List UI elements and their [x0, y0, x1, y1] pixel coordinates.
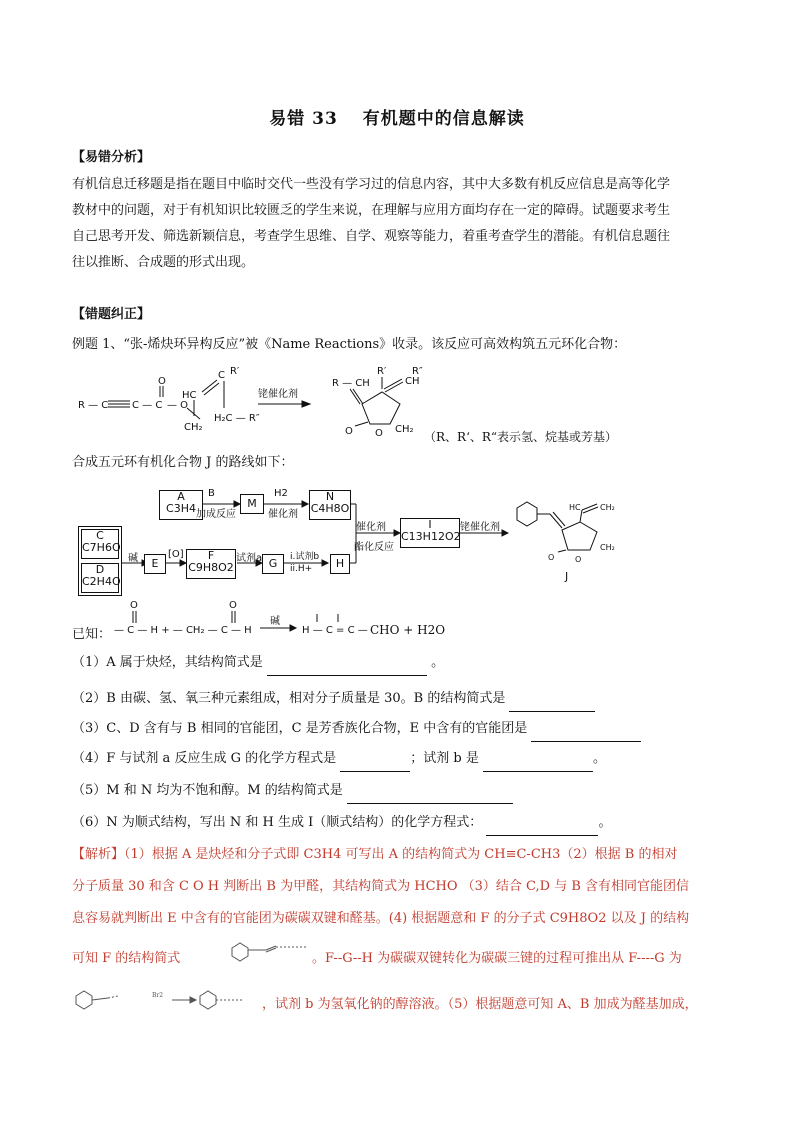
analysis-line: 往以推断、合成题的形式出现。 [72, 255, 255, 270]
route-intro: 合成五元环有机化合物 J 的路线如下： [72, 455, 294, 470]
svg-text:O: O [158, 376, 166, 387]
reagent-a-label: 试剂a [236, 553, 263, 564]
analysis-line: 教材中的问题，对于有机知识比较匮乏的学生来说，在理解与应用方面均存在一定的障碍。试题要求考生 [72, 203, 671, 218]
svg-text:O: O [345, 426, 353, 437]
compound-n-box [309, 490, 351, 520]
solution-line-3: 息容易就判断出 E 中含有的官能团为碳碳双键和醛基。(4) 根据题意和 F 的分子式 C9H8O2 以及 J 的结构 [72, 911, 690, 926]
catalyst-label: 铑催化剂 [258, 389, 298, 400]
svg-text:— O: — O [167, 400, 189, 411]
svg-text:R″: R″ [412, 366, 423, 377]
solution-line-4b: 。F--G--H 为碳碳双键转化为碳碳三键的过程可推出从 F----G 为 [312, 951, 682, 966]
compound-c-label: C [96, 529, 104, 542]
compound-m-box: M [240, 494, 264, 514]
answer-blank[interactable] [486, 821, 598, 836]
known-label: 已知： [72, 627, 112, 642]
svg-text:HC: HC [182, 390, 197, 401]
question-text: （4）F 与试剂 a 反应生成 G 的化学方程式是 [72, 751, 337, 766]
compound-i-box [400, 518, 460, 548]
compound-n-label: N [325, 490, 335, 503]
compound-i-label: I [428, 518, 432, 531]
rh-catalyst-label: 铑催化剂 [460, 522, 500, 533]
question-5 [72, 778, 513, 804]
section-heading-correction: 【错题纠正】 [72, 307, 151, 322]
answer-blank[interactable] [531, 727, 641, 742]
example-intro: 例题 1、“张-烯炔环异构反应”被《Name Reactions》收录。该反应可高效构筑五元环化合物： [72, 337, 627, 352]
compound-h-box: H [330, 554, 350, 574]
analysis-line: 自己思考开发、筛选新颖信息，考查学生思维、自学、观察等能力，着重考查学生的潜能。有机信息题往 [72, 229, 671, 244]
compound-d-label: D [95, 563, 105, 576]
solution-line-1: 【解析】（1）根据 A 是炔烃和分子式即 C3H4 可写出 A 的结构简式为 CH≡C-CH3（2）根据 B 的相对 [72, 847, 678, 862]
catalyst-label-1: 催化剂 [268, 509, 298, 520]
answer-blank[interactable] [340, 757, 410, 772]
question-text: （5）M 和 N 均为不饱和醇。M 的结构简式是 [72, 783, 343, 798]
reaction-f-to-g-image [72, 984, 262, 1018]
svg-text:R′: R′ [377, 366, 387, 377]
compound-f-formula: C9H8O2 [188, 561, 234, 574]
reagent-b-step1: i.试剂b [290, 552, 320, 562]
svg-text:HC: HC [569, 503, 581, 512]
question-text: ；试剂 b 是 [410, 751, 479, 766]
question-text: （6）N 为顺式结构，写出 N 和 H 生成 I（顺式结构）的化学方程式： [72, 815, 483, 830]
svg-text:O: O [548, 553, 555, 562]
question-text: （2）B 由碳、氢、氧三种元素组成，相对分子质量是 30。B 的结构简式是 [72, 691, 506, 706]
compound-c-formula: C7H6O [82, 541, 121, 554]
compound-cd-box [78, 526, 122, 596]
question-text: （3）C、D 含有与 B 相同的官能团，C 是芳香族化合物，E 中含有的官能团是 [72, 721, 528, 736]
solution-line-2: 分子质量 30 和含 C O H 判断出 B 为甲醛，其结构简式为 HCHO （3）结合 C,D 与 B 含有相同官能团信 [72, 879, 690, 894]
svg-text:CH₂: CH₂ [600, 503, 615, 512]
h2-label: H2 [274, 488, 288, 499]
known-base-label: 碱 [270, 616, 280, 627]
answer-blank[interactable] [267, 661, 427, 676]
question-3 [72, 716, 641, 742]
compound-d-formula: C2H4O [82, 575, 121, 588]
question-text: （1）A 属于炔烃，其结构简式是 [72, 655, 263, 670]
compound-d-box [81, 563, 119, 593]
solution-line-5: ，试剂 b 为氢氧化钠的醇溶液。（5）根据题意可知 A、B 加成为醛基加成， [262, 997, 698, 1012]
catalyst-label-2: 催化剂 [356, 522, 386, 533]
answer-blank[interactable] [509, 697, 595, 712]
compound-a-formula: C3H4 [166, 502, 196, 515]
svg-text:CH: CH [405, 376, 420, 387]
question-4: （4）F 与试剂 a 反应生成 G 的化学方程式是 ；试剂 b 是 。 [72, 746, 606, 772]
analysis-paragraph [72, 172, 724, 276]
svg-text:C — C: C — C [132, 400, 163, 411]
br2-label: Br2 [152, 992, 164, 999]
svg-text:CH₂: CH₂ [184, 422, 203, 433]
svg-text:O: O [229, 600, 237, 611]
base-label: 碱 [128, 553, 138, 564]
reagent-b-step2: ii.H+ [290, 564, 313, 574]
question-2 [72, 686, 595, 712]
svg-text:O: O [375, 428, 383, 439]
addition-reaction-label: 加成反应 [196, 509, 236, 520]
svg-text:O: O [575, 555, 582, 564]
analysis-line: 有机信息迁移题是指在题目中临时交代一些没有学习过的信息内容，其中大多数有机反应信息是高等化学 [72, 177, 671, 192]
compound-f-label: F [207, 549, 215, 562]
compound-a-label: A [177, 490, 185, 503]
answer-blank[interactable] [347, 789, 513, 804]
reaction-note: （R、R‘、R“表示氢、烷基或芳基） [424, 430, 618, 444]
svg-text:O: O [130, 600, 138, 611]
svg-text:H — C = C —: H — C = C — [302, 625, 368, 636]
svg-text:CH₂: CH₂ [600, 543, 615, 552]
page-title: 易错 33 有机题中的信息解读 [269, 109, 525, 129]
svg-text:H₂C — R″: H₂C — R″ [214, 413, 260, 424]
compound-e-box: E [144, 554, 166, 574]
question-6: （6）N 为顺式结构，写出 N 和 H 生成 I（顺式结构）的化学方程式： 。 [72, 810, 611, 836]
compound-c-box [81, 529, 119, 559]
svg-text:R — CH: R — CH [332, 378, 370, 389]
svg-text:R′: R′ [230, 366, 240, 377]
esterification-label: 酯化反应 [354, 542, 394, 553]
compound-j-label: J [565, 570, 569, 583]
svg-text:C: C [218, 370, 225, 381]
answer-blank[interactable] [483, 757, 593, 772]
compound-i-formula: C13H12O2 [401, 530, 461, 543]
compound-f-box [186, 549, 236, 579]
known-product: CHO + H2O [370, 623, 446, 637]
question-1: （1）A 属于炔烃，其结构简式是 。 [72, 650, 444, 676]
svg-text:R — C: R — C [78, 400, 109, 411]
svg-text:— C — H + — CH₂ — C — H: — C — H + — CH₂ — C — H [114, 625, 252, 636]
section-heading-analysis: 【易错分析】 [72, 150, 151, 165]
compound-n-formula: C4H8O [310, 502, 350, 515]
oxidation-label: [O] [168, 549, 184, 560]
compound-g-box: G [262, 554, 284, 574]
reagent-b-label: B [208, 488, 215, 499]
structure-f-image [226, 934, 310, 964]
svg-text:CH₂: CH₂ [395, 424, 414, 435]
solution-line-4a: 可知 F 的结构简式 [72, 951, 181, 966]
